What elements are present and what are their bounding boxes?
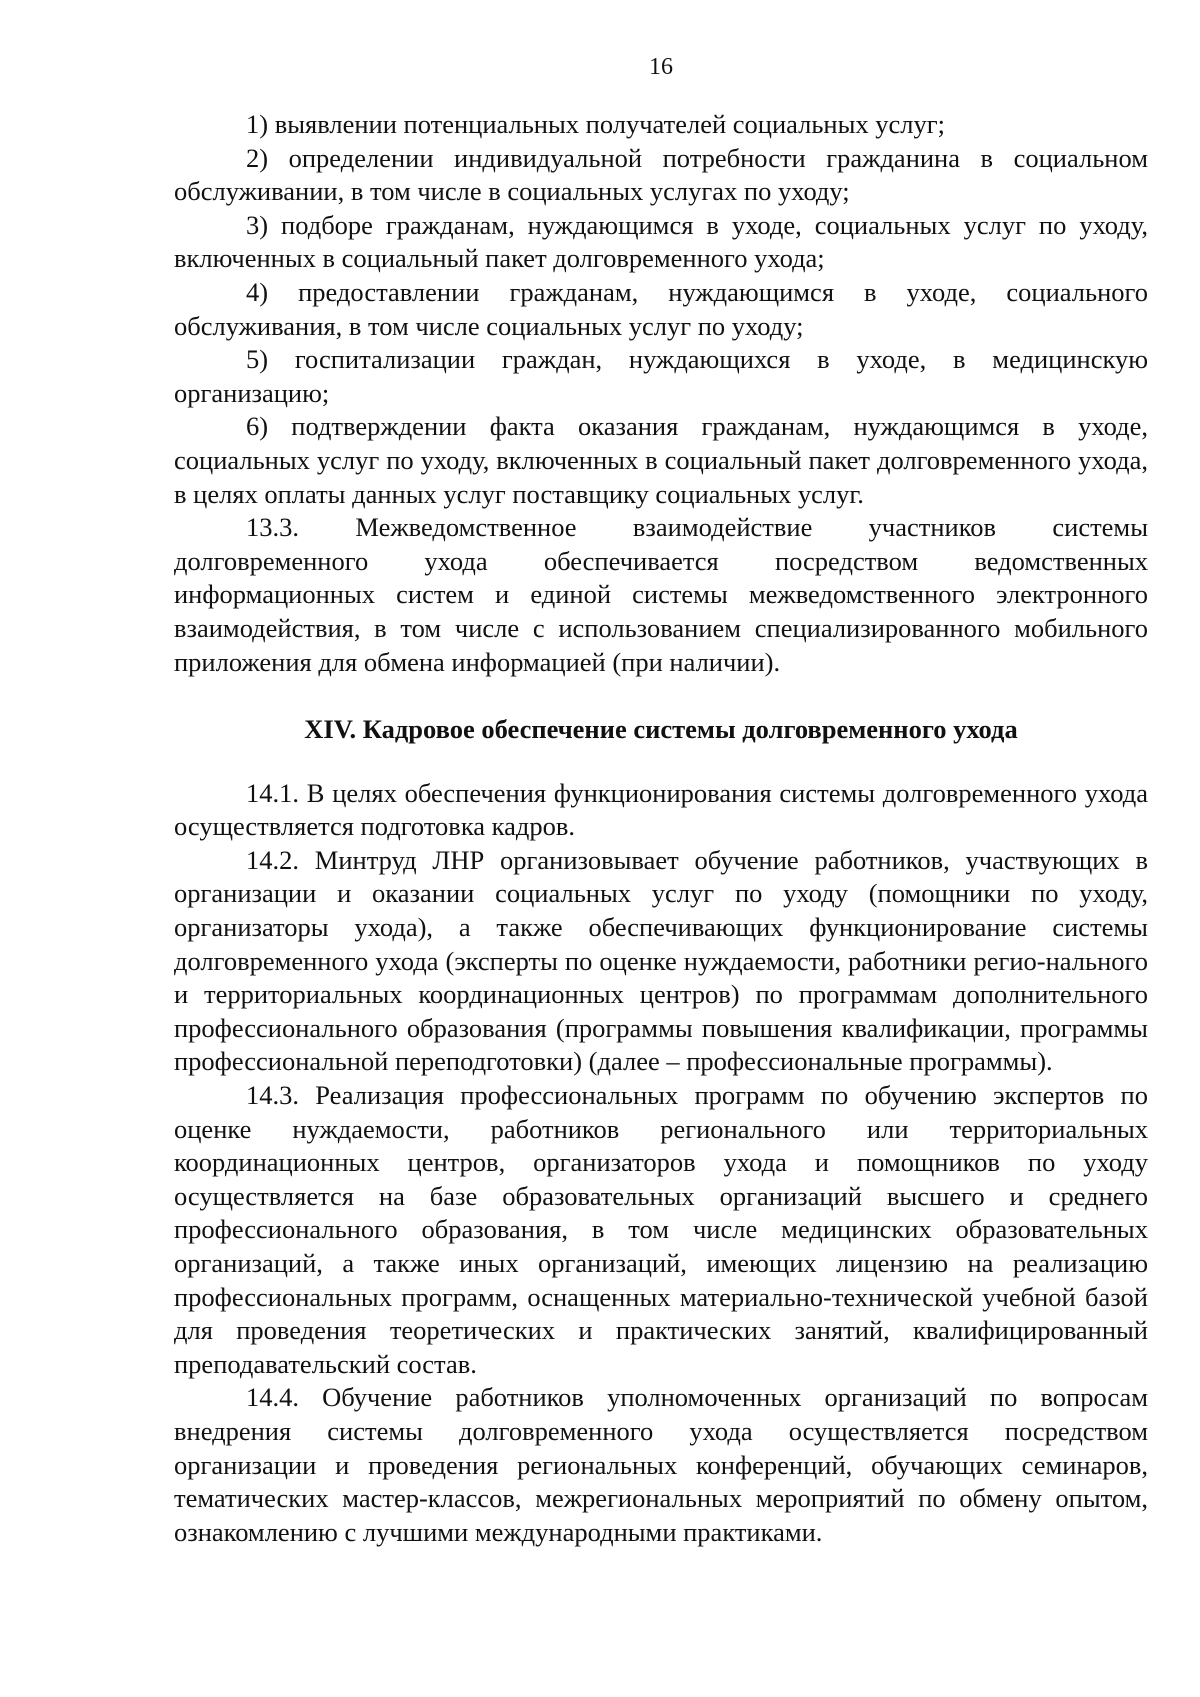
clause-14-2: 14.2. Минтруд ЛНР организовывает обучение работников, участвующих в организации и оказании социальных услуг по уходу (помощники по уходу, организаторы ухода), а также обеспечивающих функционирование системы долговременного ухода (эксперты по оценке нуждаемости, работники регио-нального и территориальных координационных центров) по программам дополнительного профессионального образования (программы повышения квалификации, программы профессиональной переподготовки) (далее – профессиональные программы). [174,844,1148,1077]
list-item-5: 5) госпитализации граждан, нуждающихся в уходе, в медицинскую организацию; [174,344,1148,408]
clause-13-3: 13.3. Межведомственное взаимодействие участников системы долговременного ухода обеспечивается посредством ведомственных информационных систем и единой системы межведомственного электронного взаимодействия, в том числе с использованием специализированного мобильного приложения для обмена информацией (при наличии). [174,512,1148,677]
clause-14-4: 14.4. Обучение работников уполномоченных организаций по вопросам внедрения системы долговременного ухода осуществляется посредством организации и проведения региональных конференций, обучающих семинаров, тематических мастер-классов, межрегиональных мероприятий по обмену опытом, ознакомлению с лучшими международными практиками. [174,1382,1148,1547]
clause-14-3: 14.3. Реализация профессиональных программ по обучению экспертов по оценке нуждаемости, работников регионального или территориальных координационных центров, организаторов ухода и помощников по уходу осуществляется на базе образовательных организаций высшего и среднего профессионального образования, в том числе медицинских образовательных организаций, а также иных организаций, имеющих лицензию на реализацию профессиональных программ, оснащенных материально-технической учебной базой для проведения теоретических и практических занятий, квалифицированный преподавательский состав. [174,1080,1148,1379]
document-body [174,108,1148,1549]
list-item-1: 1) выявлении потенциальных получателей социальных услуг; [246,109,946,139]
page-number: 16 [649,54,673,80]
list-item-3: 3) подборе гражданам, нуждающимся в уходе, социальных услуг по уходу, включенных в социальный пакет долговременного ухода; [174,209,1148,274]
list-item-6: 6) подтверждении факта оказания гражданам, нуждающимся в уходе, социальных услуг по уходу, включенных в социальный пакет долговременного ухода, в целях оплаты данных услуг поставщику социальных услуг. [174,411,1148,509]
list-item-4: 4) предоставлении гражданам, нуждающимся в уходе, социального обслуживания, в том числе социальных услуг по уходу; [174,276,1148,341]
list-item-2: 2) определении индивидуальной потребности гражданина в социальном обслуживании, в том числе в социальных услугах по уходу; [174,142,1148,207]
section-heading: XIV. Кадровое обеспечение системы долговременного ухода [304,714,1018,745]
clause-14-1: 14.1. В целях обеспечения функционирования системы долговременного ухода осуществляется подготовка кадров. [174,777,1148,842]
